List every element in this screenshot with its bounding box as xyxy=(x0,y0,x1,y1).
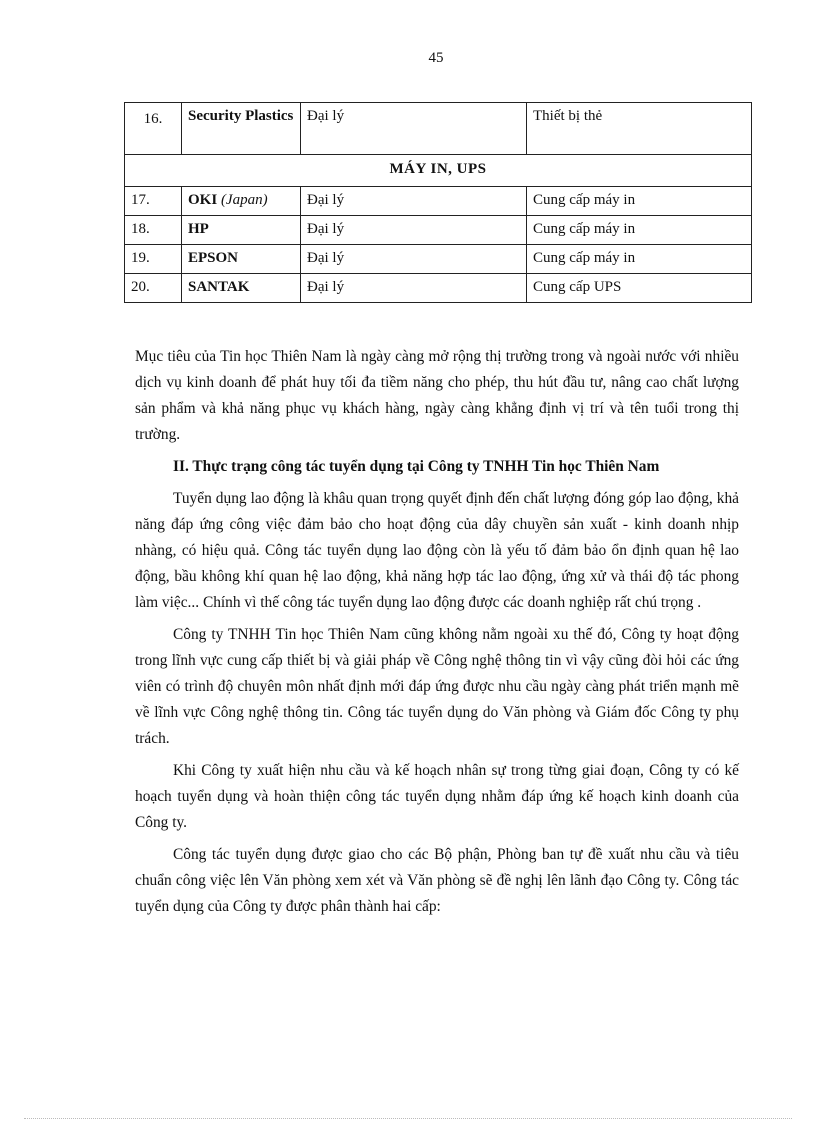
paragraph-company-context: Công ty TNHH Tin học Thiên Nam cũng không nằm ngoài xu thế đó, Công ty hoạt động trong lĩnh vực cung cấp thiết bị và giải pháp về Công nghệ thông tin vì vậy cũng đòi hỏi các ứng viên có trình độ chuyên môn nhất định mới đáp ứng được nhu cầu ngày càng phát triển mạnh mẽ về lĩnh vực Công nghệ thông tin. Công tác tuyển dụng do Văn phòng và Giám đốc Công ty phụ trách. xyxy=(135,626,739,747)
paragraph-goals: Mục tiêu của Tin học Thiên Nam là ngày càng mở rộng thị trường trong và ngoài nước với nhiều dịch vụ kinh doanh để phát huy tối đa tiềm năng cho phép, thu hút đầu tư, nâng cao chất lượng sản phẩm và khả năng phục vụ khách hàng, ngày càng khẳng định vị trí và tên tuổi trong thị trường. xyxy=(135,348,739,443)
table-row xyxy=(125,274,752,303)
partner-origin-note: (Japan) xyxy=(220,192,268,208)
partner-type: Đại lý xyxy=(301,245,527,274)
partner-name: SANTAK xyxy=(182,274,301,303)
section-title: MÁY IN, UPS xyxy=(125,155,752,187)
partner-name: EPSON xyxy=(182,245,301,274)
paragraph-recruitment-process: Công tác tuyển dụng được giao cho các Bộ phận, Phòng ban tự đề xuất nhu cầu và tiêu chuẩn công việc lên Văn phòng xem xét và Văn phòng sẽ đề nghị lên lãnh đạo Công ty. Công tác tuyển dụng của Công ty được phân thành hai cấp: xyxy=(135,846,739,915)
row-number: 17. xyxy=(125,187,182,216)
partner-type: Đại lý xyxy=(301,274,527,303)
partner-name-text: OKI xyxy=(188,192,218,208)
body-text xyxy=(135,344,739,920)
table-section-row xyxy=(125,155,752,187)
row-number: 16. xyxy=(125,103,182,155)
partner-type: Đại lý xyxy=(301,187,527,216)
paragraph-hr-planning: Khi Công ty xuất hiện nhu cầu và kế hoạch nhân sự trong từng giai đoạn, Công ty có kế hoạch tuyển dụng và hoàn thiện công tác tuyển dụng nhằm đáp ứng kế hoạch kinh doanh của Công ty. xyxy=(135,762,739,831)
partner-type: Đại lý xyxy=(301,216,527,245)
partner-description: Cung cấp UPS xyxy=(527,274,752,303)
row-number: 18. xyxy=(125,216,182,245)
partner-type: Đại lý xyxy=(301,103,527,155)
partner-description: Thiết bị thẻ xyxy=(527,103,752,155)
table-row xyxy=(125,103,752,155)
paragraph-recruitment-importance: Tuyển dụng lao động là khâu quan trọng quyết định đến chất lượng đóng góp lao động, khả năng đáp ứng công việc đảm bảo cho hoạt động của dây chuyền sản xuất - kinh doanh nhịp nhàng, có hiệu quả. Công tác tuyển dụng lao động còn là yếu tố đảm bảo ổn định quan hệ lao động, bầu không khí quan hệ lao động, khả năng hợp tác lao động, ứng xử và thái độ tác phong làm việc... Chính vì thế công tác tuyển dụng lao động được các doanh nghiệp rất chú trọng . xyxy=(135,490,739,611)
partner-description: Cung cấp máy in xyxy=(527,187,752,216)
table-row xyxy=(125,245,752,274)
table-row xyxy=(125,216,752,245)
page-bottom-divider xyxy=(24,1118,792,1119)
section-heading: II. Thực trạng công tác tuyển dụng tại Công ty TNHH Tin học Thiên Nam xyxy=(173,458,660,475)
partner-description: Cung cấp máy in xyxy=(527,245,752,274)
partner-name: Security Plastics xyxy=(182,103,301,155)
row-number: 20. xyxy=(125,274,182,303)
page-number: 45 xyxy=(428,50,444,66)
partner-name xyxy=(182,187,301,216)
partner-description: Cung cấp máy in xyxy=(527,216,752,245)
row-number: 19. xyxy=(125,245,182,274)
table-row xyxy=(125,187,752,216)
partner-name: HP xyxy=(182,216,301,245)
partners-table xyxy=(124,102,752,303)
